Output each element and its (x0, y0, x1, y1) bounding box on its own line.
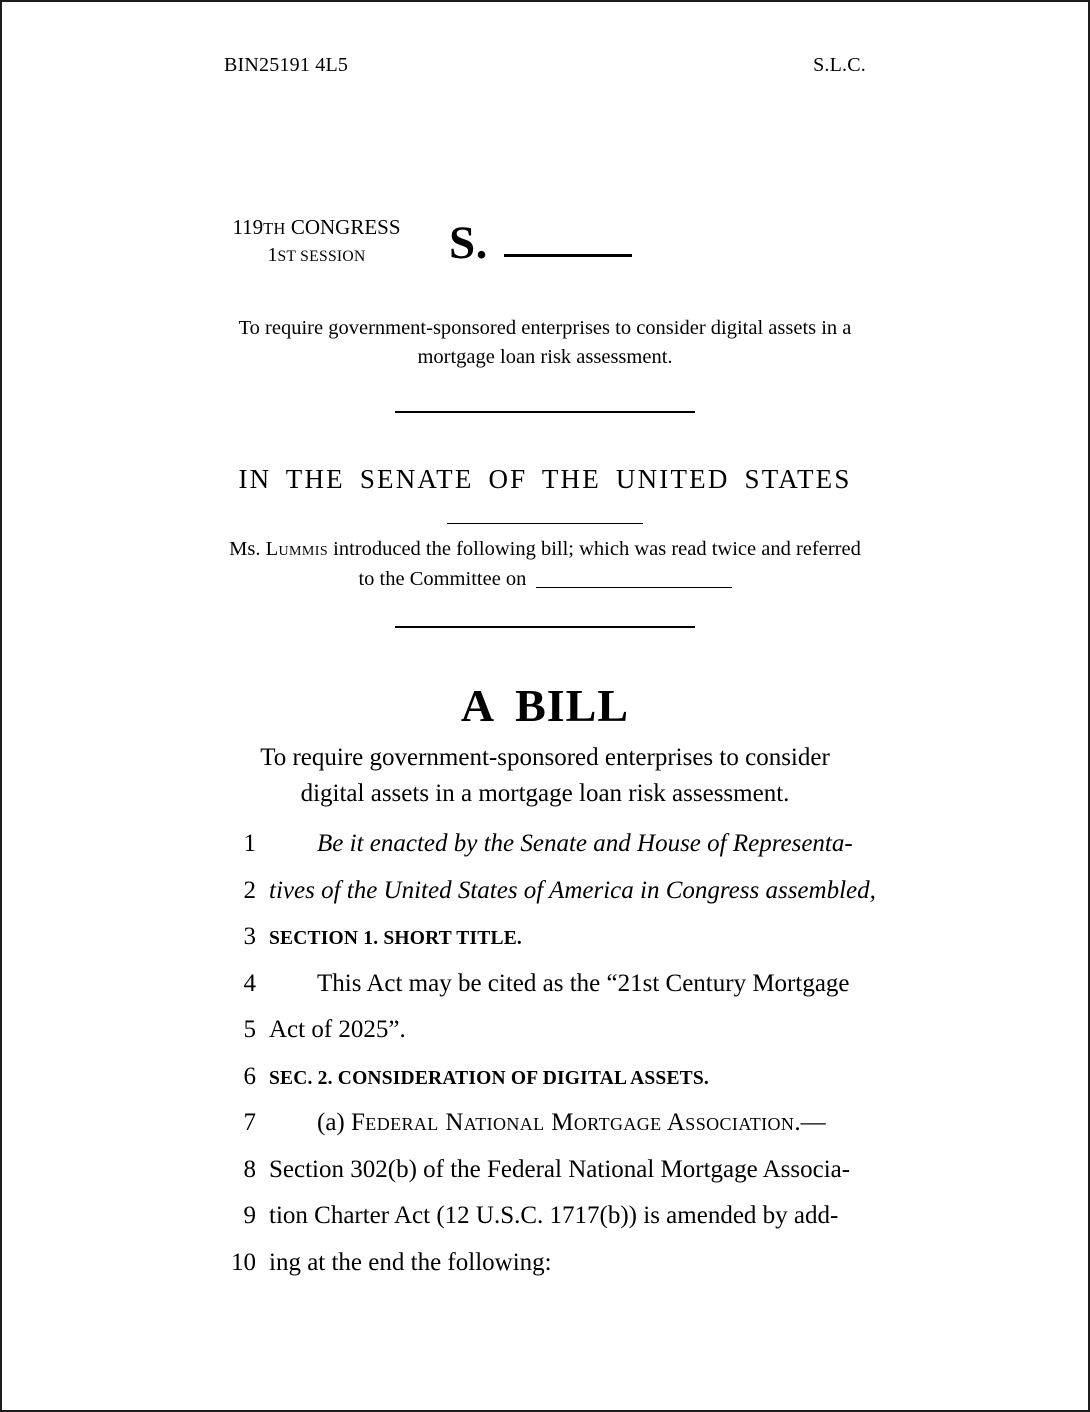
line-text (269, 877, 876, 905)
slc-marker: S.L.C. (813, 54, 866, 76)
line-number: 10 (231, 1248, 256, 1276)
body-line (224, 923, 878, 970)
line-number: 2 (243, 876, 256, 904)
divider-rule-bottom (395, 626, 695, 628)
line-text (269, 1016, 406, 1044)
bill-subtitle: To require government-sponsored enterprises to consider digital assets in a mortgage loan risk assessment. (260, 744, 830, 808)
bill-number-blank (504, 254, 632, 257)
line-text (269, 928, 522, 950)
line-text (269, 1249, 552, 1277)
body-line (224, 1063, 878, 1110)
body-line (224, 1202, 878, 1249)
congress-session-block (224, 214, 409, 268)
line-content: Be it enacted by the Senate and House of Representa- (317, 830, 853, 857)
line-content: SECTION 1. SHORT TITLE. (269, 928, 522, 949)
line-content: tives of the United States of America in Congress assembled, (269, 876, 876, 904)
line-text (269, 1202, 838, 1230)
subsection-title: Federal National Mortgage Association (351, 1109, 795, 1136)
sponsor-prefix: Ms. (229, 538, 266, 560)
session-ordinal: ST (277, 247, 296, 265)
line-content: This Act may be cited as the “21st Century Mortgage (317, 969, 850, 997)
document-control-number: BIN25191 4L5 (224, 54, 349, 76)
body-line (224, 1109, 878, 1156)
line-content: Section 302(b) of the Federal National Mortgage Associa- (269, 1155, 851, 1183)
congress-line (224, 214, 409, 242)
subsection-dash: .— (794, 1109, 826, 1136)
body-line (224, 1156, 878, 1203)
session-number: 1 (267, 243, 278, 266)
bill-heading: A BILL (460, 680, 630, 731)
running-header (224, 54, 866, 77)
sponsor-statement (224, 535, 866, 594)
chamber-heading: IN THE SENATE OF THE UNITED STATES (238, 464, 852, 494)
line-number: 9 (243, 1202, 256, 1229)
line-text (269, 1068, 709, 1090)
line-number: 3 (243, 923, 256, 950)
line-text (269, 1156, 850, 1184)
line-number: 8 (243, 1155, 256, 1183)
line-content: ing at the end the following: (269, 1248, 552, 1276)
line-number: 1 (243, 830, 256, 857)
line-number: 6 (243, 1062, 256, 1090)
line-text (269, 1109, 826, 1137)
bill-body (224, 830, 878, 1295)
line-content: Act of 2025”. (269, 1016, 406, 1043)
bill-designator-block (449, 217, 632, 269)
session-line (224, 242, 409, 268)
body-line (224, 1016, 878, 1063)
body-line (224, 877, 878, 924)
line-text (269, 830, 853, 858)
committee-blank (536, 587, 732, 588)
line-content: SEC. 2. CONSIDERATION OF DIGITAL ASSETS. (269, 1067, 710, 1089)
line-number: 7 (243, 1109, 256, 1136)
body-line (224, 970, 878, 1017)
line-content: tion Charter Act (12 U.S.C. 1717(b)) is amended by add- (269, 1202, 839, 1229)
long-title: To require government-sponsored enterprises to consider digital assets in a mortgage loan risk assessment. (238, 317, 852, 369)
session-word: SESSION (295, 247, 366, 265)
congress-number: 119 (232, 215, 264, 239)
divider-rule-short (447, 523, 643, 524)
divider-rule-top (395, 411, 695, 413)
subsection-marker: (a) (317, 1109, 351, 1136)
line-text (269, 970, 850, 998)
sponsor-name: Lummis (265, 538, 329, 560)
congress-ordinal: TH (263, 219, 286, 238)
body-line (224, 1249, 878, 1296)
sponsor-action: introduced the following bill; which was read twice and referred to the Committee on (328, 538, 861, 590)
line-number: 4 (243, 969, 256, 997)
bill-designator: S. (449, 217, 488, 269)
line-number: 5 (243, 1016, 256, 1043)
body-line (224, 830, 878, 877)
congress-word: CONGRESS (285, 215, 401, 239)
